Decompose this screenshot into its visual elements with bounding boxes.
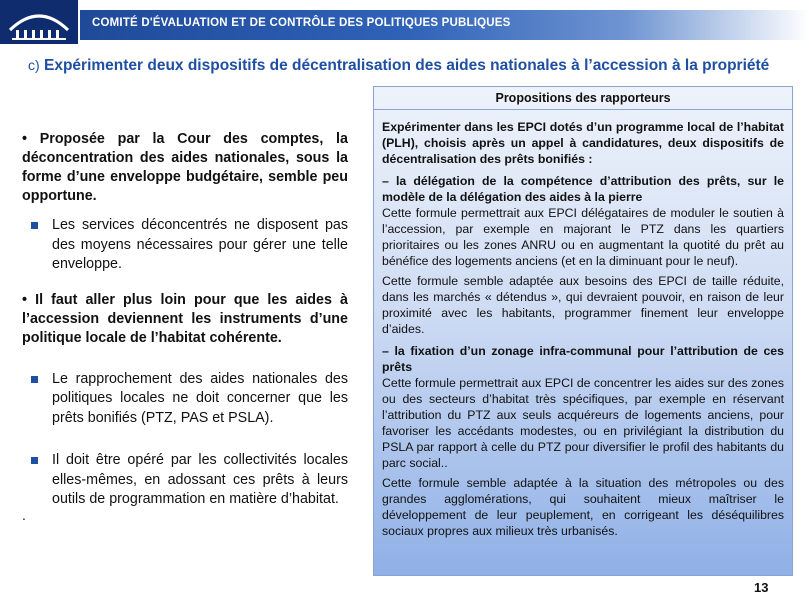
proposals-title: Propositions des rapporteurs [495, 91, 671, 105]
trailing-dot: . [22, 507, 26, 523]
proposal-paragraph-4: Cette formule semble adaptée à la situation des métropoles ou des grandes agglomérations, qui souhaitent mieux maîtriser le développement de leur peuplement, en corrigeant les déséquilibres sociaux propres aux milieux très urbanisés. [382, 476, 784, 538]
proposals-intro: Expérimenter dans les EPCI dotés d’un programme local de l’habitat (PLH), choisis après un appel à candidatures, deux dispositifs de décentralisation des prêts bonifiés : [382, 120, 784, 166]
banner-title: COMITÉ D'ÉVALUATION ET DE CONTRÔLE DES POLITIQUES PUBLIQUES [92, 17, 511, 29]
square-bullet-icon [31, 457, 38, 464]
proposals-box [373, 86, 793, 576]
proposal-paragraph-3: Cette formule permettrait aux EPCI de concentrer les aides sur des zones ou des secteurs d’habitat très spécifiques, par exemple en réservant l’attribution du PTZ aux seuls acquéreurs de logements anciens, pour favoriser les accédants modestes, ou en privilégiant la distribution du PSLA par rapport à celle du PTZ pour diversifier le profil des habitants du parc social.. [382, 376, 784, 470]
left-column [22, 130, 348, 510]
sub-point-3 [22, 451, 348, 510]
proposal-heading-2: – la fixation d’un zonage infra-communal pour l’attribution de ces prêts [382, 344, 784, 374]
subtitle-letter: c) [28, 57, 40, 73]
sub-point-2 [22, 370, 348, 429]
proposal-paragraph-2: Cette formule semble adaptée aux besoins des EPCI de taille réduite, dans les marchés « détendus », qui devraient pouvoir, en raison de leur proximité avec les habitants, programmer finement leur enveloppe d’aides. [382, 274, 784, 336]
header-banner [80, 10, 809, 40]
main-point-2: • Il faut aller plus loin pour que les aides à l’accession deviennent les instruments d’une politique locale de l’habitat cohérente. [22, 291, 348, 346]
sub-point-1 [22, 216, 348, 275]
sub-point-1-text: Les services déconcentrés ne disposent pas des moyens nécessaires pour gérer une telle enveloppe. [52, 217, 348, 272]
title-divider [374, 109, 792, 110]
main-point-1: • Proposée par la Cour des comptes, la déconcentration des aides nationales, sous la forme d’une enveloppe budgétaire, semble peu opportune. [22, 131, 348, 204]
proposal-paragraph-1: Cette formule permettrait aux EPCI délégataires de moduler le soutien à l’accession, par exemple en majorant le PTZ dans les quartiers prioritaires ou les zones ANRU ou en augmentant la quotité du prêt au bénéfice des logements anciens (et en la diminuant pour le neuf). [382, 206, 784, 268]
page-number: 13 [754, 580, 769, 595]
header [0, 0, 809, 44]
square-bullet-icon [31, 222, 38, 229]
subtitle-text: Expérimenter deux dispositifs de décentralisation des aides nationales à l’accession à la propriété [43, 57, 770, 74]
section-subtitle [28, 57, 769, 75]
proposals-body [382, 119, 784, 539]
sub-point-2-text: Le rapprochement des aides nationales des politiques locales ne doit concerner que les prêts bonifiés (PTZ, PAS et PSLA). [52, 370, 348, 426]
square-bullet-icon [31, 376, 38, 383]
sub-point-3-text: Il doit être opéré par les collectivités locales elles-mêmes, en adossant ces prêts à leurs outils de programmation en matière d’habitat. [52, 452, 348, 507]
hemicycle-icon [0, 0, 78, 44]
proposal-heading-1: – la délégation de la compétence d’attribution des prêts, sur le modèle de la délégation des aides à la pierre [382, 174, 784, 204]
assemblee-logo [0, 0, 78, 44]
